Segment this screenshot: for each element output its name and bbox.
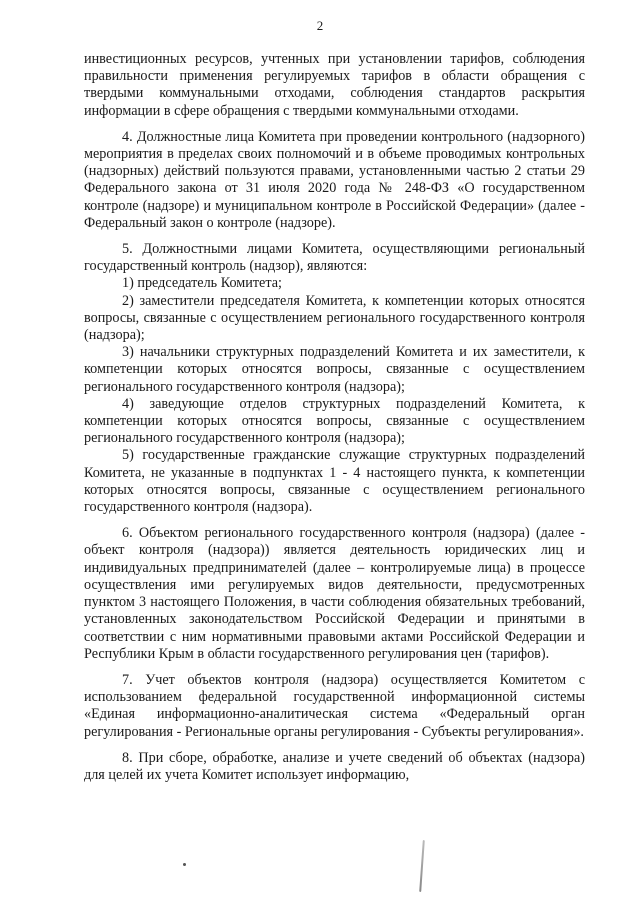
paragraph-4: 4. Должностные лица Комитета при проведении контрольного (надзорного) мероприятия в пределах своих полномочий и в объеме проводимых контрольных (надзорных) действий пользуются правами, установленными частью 2 статьи 29 Федерального закона от 31 июля 2020 года № 248-ФЗ «О государственном контроле (надзоре) и муниципальном контроле в Российской Федерации» (далее - Федеральный закон о контроле (надзоре). — [84, 128, 585, 231]
paragraph-7: 7. Учет объектов контроля (надзора) осуществляется Комитетом с использованием федеральной государственной информационной системы «Единая информационно-аналитическая система «Федеральный орган регулирования - Региональные органы регулирования - Субъекты регулирования». — [84, 671, 585, 740]
paragraph-5-item-1: 1) председатель Комитета; — [122, 275, 282, 292]
page-number: 2 — [316, 18, 324, 33]
paragraph-5-intro: 5. Должностными лицами Комитета, осуществляющими региональный государственный контроль (надзор), являются: — [84, 241, 585, 275]
paragraph-5-item-4: 4) заведующие отделов структурных подразделений Комитета, к компетенции которых относятся вопросы, связанные с осуществлением регионального государственного контроля (надзора); — [84, 395, 585, 447]
scan-pen-stroke — [419, 840, 425, 892]
paragraph-8: 8. При сборе, обработке, анализе и учете сведений об объектах (надзора) для целей их учета Комитет использует информацию, — [84, 749, 585, 783]
document-body — [84, 51, 585, 793]
paragraph-5-item-3: 3) начальники структурных подразделений Комитета и их заместители, к компетенции которых относятся вопросы, связанные с осуществлением регионального государственного контроля (надзора); — [84, 344, 585, 395]
paragraph-5-item-2: 2) заместители председателя Комитета, к компетенции которых относятся вопросы, связанные с осуществлением регионального государственного контроля (надзора); — [84, 292, 585, 344]
paragraph-6: 6. Объектом регионального государственного контроля (надзора) (далее - объект контроля (надзора)) является деятельность юридических лиц и индивидуальных предпринимателей (далее – контролируемые лица) в процессе осуществления ими регулируемых видов деятельности, предусмотренных пунктом 3 настоящего Положения, в части соблюдения обязательных требований, установленных законодательством Российской Федерации и принятыми в соответствии с ним нормативными правовыми актами Российской Федерации и Республики Крым в области государственного регулирования цен (тарифов). — [84, 525, 585, 662]
scan-dot-mark — [183, 863, 186, 866]
paragraph-continuation: инвестиционных ресурсов, учтенных при установлении тарифов, соблюдения правильности применения регулируемых тарифов в области обращения с твердыми коммунальными отходами, соблюдения стандартов раскрытия информации в сфере обращения с твердыми коммунальными отходами. — [84, 51, 585, 119]
paragraph-5-item-5: 5) государственные гражданские служащие структурных подразделений Комитета, не указанные в подпунктах 1 - 4 настоящего пункта, к компетенции которых относятся вопросы, связанные с осуществлением регионального государственного контроля (надзора). — [84, 447, 585, 516]
